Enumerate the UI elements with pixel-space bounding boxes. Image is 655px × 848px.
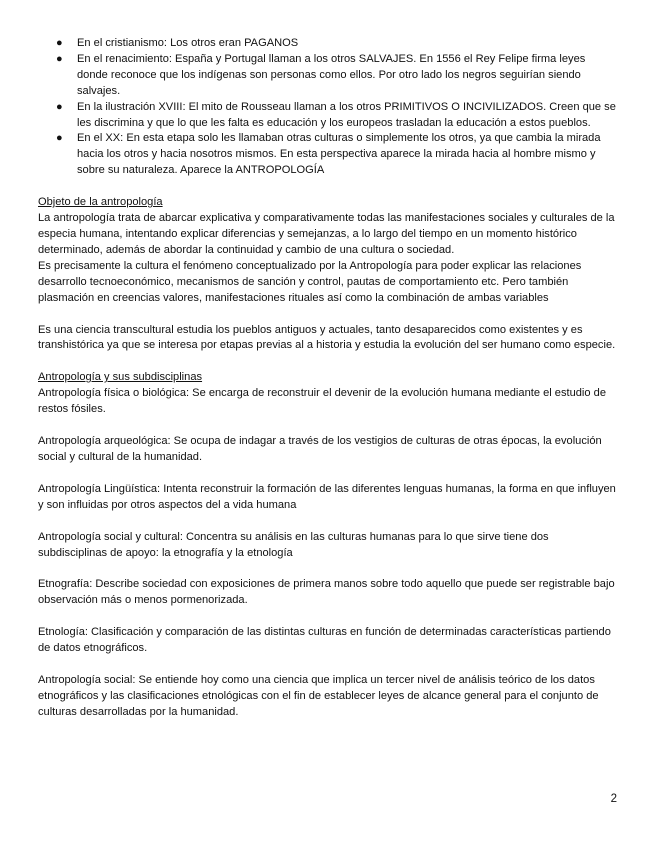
bullet-icon: ● bbox=[56, 52, 63, 65]
paragraph: Antropología física o biológica: Se encarga de reconstruir el devenir de la evolución humana mediante el estudio de restos fósiles. bbox=[38, 387, 606, 416]
page-content bbox=[38, 36, 618, 721]
bullet-icon: ● bbox=[56, 100, 63, 113]
paragraph: Etnografía: Describe sociedad con exposiciones de primera manos sobre todo aquello que puede ser registrable bajo observación más o menos pormenorizada. bbox=[38, 578, 615, 607]
paragraph: Antropología social y cultural: Concentra su análisis en las culturas humanas para lo que sirve tiene dos subdisciplinas de apoyo: la etnografía y la etnología bbox=[38, 530, 549, 559]
paragraph: Antropología arqueológica: Se ocupa de indagar a través de los vestigios de culturas de otras épocas, la evolución social y cultural de la humanidad. bbox=[38, 435, 602, 463]
page-number: 2 bbox=[610, 793, 617, 805]
bullet-icon: ● bbox=[56, 132, 63, 145]
paragraph: Es precisamente la cultura el fenómeno conceptualizado por la Antropología para poder explicar las relaciones desarrollo tecnoeconómico, mecanismos de sanción y control, pautas de comportamiento etc. Pero también plasmación en creencias valores, manifestaciones rituales así como la combinación de ambas variables bbox=[38, 259, 582, 304]
list-item: ● En la ilustración XVIII: El mito de Rousseau llaman a los otros PRIMITIVOS O INCIVILIZADOS. Creen que se les discrimina y que lo que les falta es educación y los europeos trasladan la educación a estos pueblos. bbox=[56, 100, 616, 129]
paragraph: Etnología: Clasificación y comparación de las distintas culturas en función de determinadas características partiendo de datos etnográficos. bbox=[38, 626, 611, 655]
list-item: ● En el renacimiento: España y Portugal llaman a los otros SALVAJES. En 1556 el Rey Felipe firma leyes donde reconoce que los indígenas son personas como ellos. Por otro lado los negros seguirían siendo salvajes. bbox=[56, 52, 586, 97]
section-heading-subdisciplinas: Antropología y sus subdisciplinas bbox=[38, 371, 203, 384]
section-heading-objeto: Objeto de la antropología bbox=[38, 196, 163, 209]
paragraph: La antropología trata de abarcar explicativa y comparativamente todas las manifestaciones sociales y culturales de la especia humana, intentando explicar diferencias y semejanzas, a lo largo del tiempo en un momento histórico determinado, además de abordar la continuidad y cambio de una cultura o sociedad. bbox=[38, 212, 615, 256]
paragraph: Antropología social: Se entiende hoy como una ciencia que implica un tercer nivel de análisis teórico de los datos etnográficos y las clasificaciones etnológicas con el fin de establecer leyes de alcance general para el conjunto de culturas desarrolladas por la humanidad. bbox=[38, 674, 599, 718]
paragraph: Es una ciencia transcultural estudia los pueblos antiguos y actuales, tanto desaparecidos como existentes y es transhistórica ya que se interesa por etapas previas al a historia y estudia la evolución del ser humano como especie. bbox=[38, 323, 616, 352]
list-item: ● En el cristianismo: Los otros eran PAGANOS bbox=[77, 36, 618, 52]
list-item: ● En el XX: En esta etapa solo les llamaban otras culturas o simplemente los otros, ya que cambia la mirada hacia los otros y hacia nosotros mismos. En esta perspectiva aparece la mirada hacia al hombre mismo y sobre su naturaleza. Aparece la ANTROPOLOGÍA bbox=[56, 132, 601, 177]
bullet-list bbox=[38, 36, 618, 179]
bullet-icon: ● bbox=[56, 37, 63, 49]
paragraph: Antropología Lingüística: Intenta reconstruir la formación de las diferentes lenguas humanas, la forma en que influyen y son influidas por otros aspectos del a vida humana bbox=[38, 482, 616, 511]
